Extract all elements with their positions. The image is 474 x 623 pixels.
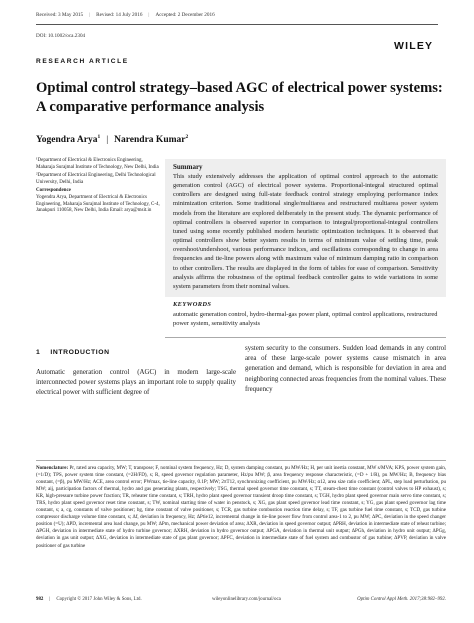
affiliation-2: ²Department of Electrical Engineering, Delhi Technological University, Delhi, India xyxy=(36,173,156,185)
section-number: 1 xyxy=(36,349,41,356)
footer-separator: | xyxy=(49,597,51,602)
revised-date: Revised: 14 July 2016 xyxy=(96,12,143,18)
keywords-divider xyxy=(165,337,446,338)
copyright-notice: Copyright © 2017 John Wiley & Sons, Ltd. xyxy=(56,597,142,602)
nomenclature-block xyxy=(36,465,446,550)
header-divider xyxy=(36,24,438,25)
nomenclature-divider xyxy=(36,460,446,461)
keywords-block xyxy=(165,301,446,328)
nomenclature-text: Pr, rated area capacity, MW; T, transpose; F, nominal system frequency, Hz; D, system damping constant, pu MW/Hz; H, per unit inertia constant, MW s/MVA; KPS, power system gain, (=1/D); TPS, power system time constant, (=2H/FD), s; R, speed governor regulation parameter, Hz/pu MW; β, area frequency response characteristic, (=D + 1/R), pu MW/Hz; B, frequency bias constant, (=β), pu MW/Hz; ACE, area control error; PWmax, tie-line capacity, 0.1P; MW; 2πT12, synchronizing coefficient, pu MW/Hz; α12, area size ratio coefficient; ΔPL, step load perturbation, pu MW; aij, participation factors of thermal, hydro and gas generating plants, respectively; TSG, thermal speed governor time constant, s; TT, steam-chest time constant (control valves to HP exhaust), s; KR, high-pressure turbine power fraction; TR, reheater time constant, s; TRH, hydro plant speed governor transient droop time constant, s; TGH, hydro plant speed governor main servo time constant, s; TRS, hydro plant speed governor reset time constant, s; TW, nominal starting time of water in penstock, s; XG, gas plant speed governor lead time constant, s; YG, gas plant speed governor lag time constant, s; a, cg, constants of valve positioner; bg, time constant of valve positioner, s; TCR, gas turbine combustion reaction time delay, s; TF, gas turbine fuel time constant, s; TCD, gas turbine compressor discharge volume time constant, s; Δf, deviation in frequency, Hz; ΔPtie12, incremental change in tie-line power flow from control area-1 to 2, pu MW; ΔPC, deviation in the speed changer position (=U); ΔPD, incremental area load change, pu MW; ΔPm, mechanical power deviation of area; ΔXR, deviation in speed governor output; ΔPRH, deviation in intermediate state of reheat turbine; ΔPGH, deviation in intermediate state of hydro turbine governor; ΔXRH, deviation in hydro governor output; ΔPGA, deviation in thermal unit output; ΔPGh, deviation in hydro unit output; ΔPGg, deviation in gas unit output; ΔXG, deviation in intermediate state of gas plant governor; ΔPFC, deviation in intermediate state of fuel system and combustor of gas turbine; ΔPVP, deviation in valve positioner of gas turbine xyxy=(36,465,446,549)
affiliations-column xyxy=(36,158,162,215)
journal-citation: Optim Control Appl Meth. 2017;38:982–992. xyxy=(357,597,446,602)
keywords-text: automatic generation control, hydro-thermal-gas power plant, optimal control applications, restructured power system, sensitivity analysis xyxy=(173,311,438,328)
correspondence-details: Yogendra Arya, Department of Electrical & Electronics Engineering, Maharaja Surajmal Institute of Technology, C-4, Janakpuri 110058, New Delhi, India Email: arya@msit.in xyxy=(36,194,160,214)
affiliation-1: ¹Department of Electrical & Electronics Engineering, Maharaja Surajmal Institute of Technology, New Delhi, India xyxy=(36,158,159,170)
doi-link[interactable]: DOI: 10.1002/oca.2304 xyxy=(36,33,86,39)
journal-url-link[interactable]: wileyonlinelibrary.com/journal/oca xyxy=(212,597,281,602)
author-name[interactable]: Yogendra Arya xyxy=(36,135,98,146)
intro-right-column: system security to the consumers. Sudden load demands in any control area of these large-scale power systems cause mismatch in area generation and demand, which is responsible for deviation in area and neighboring connected areas frequencies from the nominal values. These frequency xyxy=(245,345,446,393)
article-type: RESEARCH ARTICLE xyxy=(36,58,129,65)
summary-heading: Summary xyxy=(173,163,203,171)
affiliation-marker: 2 xyxy=(185,134,189,140)
correspondence-heading: Correspondence xyxy=(36,188,71,194)
summary-text: This study extensively addresses the application of optimal control approach to the automatic generation control (AGC) of electrical power systems. Proportional-integral structured optimal controllers are designed using full-state feedback control strategy employing performance index minimization criterion. Some traditional single/multiarea and restructured multiarea power system models from the literature are explored deliberately in the present study. The dynamic performance of optimal controllers is observed superior in comparison to integral/proportional-integral controllers tuned using some recently published modern heuristic optimization techniques. It is observed that optimal controllers show better system results in terms of minimum value of settling time, peak overshoot/undershoot, various performance indices, and oscillations corresponding to change in area frequencies and tie-line powers along with maximum value of minimum damping ratio in comparison to other controllers. The results are displayed in the form of tables for ease of comparison. Sensitivity analysis affirms the robustness of the optimal feedback controller gains to wide variations in some system parameters from their nominal values. xyxy=(173,173,438,290)
affiliation-marker: 1 xyxy=(97,134,101,140)
nomenclature-heading: Nomenclature: xyxy=(36,465,69,471)
author-separator: | xyxy=(106,135,109,146)
page-footer xyxy=(36,597,446,602)
page-number: 982 xyxy=(36,597,44,602)
publisher-logo: WILEY xyxy=(394,40,434,52)
author-list xyxy=(36,134,188,145)
author-name[interactable]: Narendra Kumar xyxy=(114,135,186,146)
section-title: INTRODUCTION xyxy=(50,349,110,356)
article-title: Optimal control strategy–based AGC of electrical power systems: A comparative performance analysis xyxy=(36,80,443,115)
received-date: Received: 3 May 2015 xyxy=(36,12,84,18)
section-heading xyxy=(36,349,110,356)
summary-box xyxy=(165,159,446,297)
accepted-date: Accepted: 2 December 2016 xyxy=(155,12,215,18)
keywords-heading: KEYWORDS xyxy=(173,301,212,308)
article-dates: Received: 3 May 2015 | Revised: 14 July 2016 | Accepted: 2 December 2016 xyxy=(36,12,215,18)
intro-left-column: Automatic generation control (AGC) in modern large-scale interconnected power systems plays an important role to supply quality electrical power with sufficient degree of xyxy=(36,369,236,397)
